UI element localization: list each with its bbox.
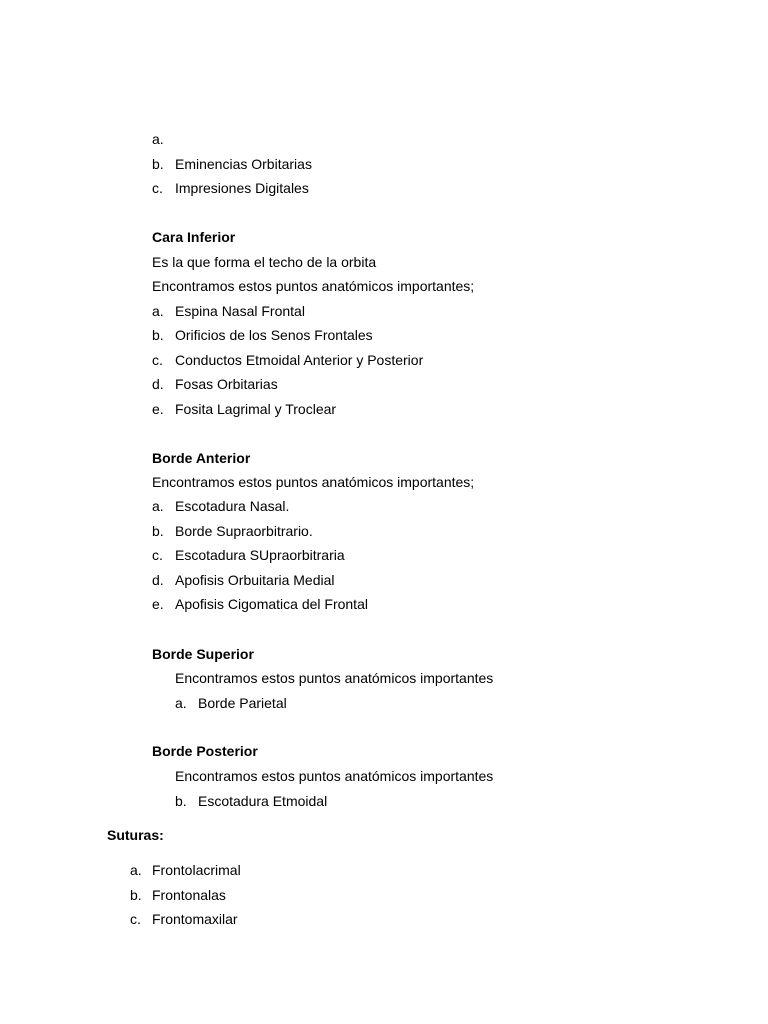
list-item: Borde Supraorbitrario. — [175, 523, 313, 539]
list-marker: b. — [152, 156, 164, 172]
list-marker: b. — [152, 327, 164, 343]
list-marker: e. — [152, 401, 164, 417]
section-heading-cara-inferior: Cara Inferior — [152, 229, 236, 245]
list-marker: a. — [130, 862, 142, 878]
list-item: Fosita Lagrimal y Troclear — [175, 401, 337, 417]
list-item: Borde Parietal — [198, 695, 287, 711]
list-item: Escotadura Etmoidal — [198, 793, 328, 809]
section-heading-borde-superior: Borde Superior — [152, 646, 254, 662]
list-marker: c. — [130, 911, 141, 927]
section-heading-borde-posterior: Borde Posterior — [152, 743, 258, 759]
list-item: Fosas Orbitarias — [175, 376, 278, 392]
list-marker: c. — [152, 547, 163, 563]
list-item: Impresiones Digitales — [175, 180, 309, 196]
list-item: Orificios de los Senos Frontales — [175, 327, 373, 343]
list-marker: a. — [175, 695, 187, 711]
list-marker: c. — [152, 352, 163, 368]
list-marker: c. — [152, 180, 163, 196]
section-heading-suturas — [107, 827, 164, 843]
list-marker: d. — [152, 572, 164, 588]
suturas-heading-colon: : — [159, 827, 164, 843]
list-item: Frontomaxilar — [152, 911, 238, 927]
list-item: Escotadura SUpraorbitraria — [175, 547, 345, 563]
section-heading-borde-anterior: Borde Anterior — [152, 450, 251, 466]
list-marker: b. — [130, 887, 142, 903]
list-item: Apofisis Cigomatica del Frontal — [175, 596, 368, 612]
section-description: Encontramos estos puntos anatómicos importantes; — [152, 474, 475, 490]
section-description: Encontramos estos puntos anatómicos importantes — [175, 670, 494, 686]
list-marker: a. — [152, 303, 164, 319]
list-item: Espina Nasal Frontal — [175, 303, 305, 319]
list-item: Conductos Etmoidal Anterior y Posterior — [175, 352, 424, 368]
list-item: Frontonalas — [152, 887, 226, 903]
list-marker: a. — [152, 131, 164, 147]
section-description: Encontramos estos puntos anatómicos importantes; — [152, 278, 475, 294]
list-item: Eminencias Orbitarias — [175, 156, 312, 172]
list-item: Escotadura Nasal. — [175, 498, 290, 514]
list-item: Apofisis Orbuitaria Medial — [175, 572, 335, 588]
list-item: Frontolacrimal — [152, 862, 241, 878]
list-marker: a. — [152, 498, 164, 514]
suturas-heading-text: Suturas — [107, 827, 160, 843]
list-marker: b. — [152, 523, 164, 539]
list-marker: b. — [175, 793, 187, 809]
section-description: Encontramos estos puntos anatómicos importantes — [175, 768, 494, 784]
list-marker: e. — [152, 596, 164, 612]
section-description: Es la que forma el techo de la orbita — [152, 254, 377, 270]
list-marker: d. — [152, 376, 164, 392]
